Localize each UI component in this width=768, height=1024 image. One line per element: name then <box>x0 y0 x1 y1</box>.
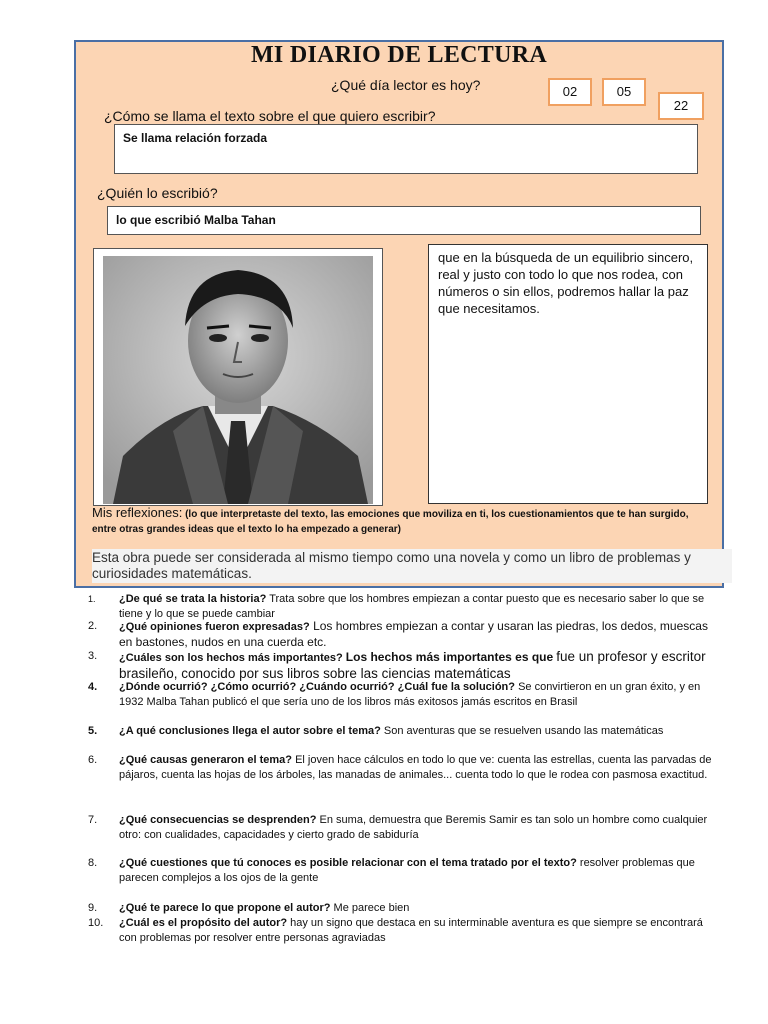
author-answer[interactable]: lo que escribió Malba Tahan <box>107 206 701 235</box>
text-name-question: ¿Cómo se llama el texto sobre el que quiero escribir? <box>104 108 436 124</box>
question-text: ¿Qué opiniones fueron expresadas? <box>119 621 310 633</box>
answer-text: Se convirtieron en un gran éxito, y en 1932 Malba Tahan publicó el que sería uno de los libros más exitosos jamás escritos en Brasil <box>119 681 701 708</box>
answer-text: Los hombres empiezan a contar y usaran las piedras, los dedos, muescas en bastones, nudos en una cuerda etc. <box>119 619 708 649</box>
question-text: ¿Qué consecuencias se desprenden? <box>119 814 317 826</box>
question-text: ¿Qué causas generaron el tema? <box>119 754 293 766</box>
answer-text: Son aventuras que se resuelven usando las matemáticas <box>383 725 664 737</box>
answer-text: Los hechos más importantes es que <box>345 650 554 664</box>
reflections-answer[interactable]: Esta obra puede ser considerada al mismo tiempo como una novela y como un libro de problemas y curiosidades matemáticas. <box>92 549 732 583</box>
question-text: ¿Cuáles son los hechos más importantes? <box>119 652 343 664</box>
date-year-field[interactable]: 22 <box>658 92 704 120</box>
date-month-field[interactable]: 05 <box>602 78 646 106</box>
question-text: ¿De qué se trata la historia? <box>119 593 267 605</box>
day-question: ¿Qué día lector es hoy? <box>331 77 481 93</box>
question-text: ¿Cuál es el propósito del autor? <box>119 917 288 929</box>
question-text: ¿Qué cuestiones que tú conoces es posible relacionar con el tema tratado por el texto? <box>119 857 577 869</box>
question-text: ¿Qué te parece lo que propone el autor? <box>119 902 331 914</box>
page-title: MI DIARIO DE LECTURA <box>250 42 548 68</box>
reading-diary-panel <box>74 40 724 588</box>
portrait-image <box>103 256 373 504</box>
answer-text: Trata sobre que los hombres empiezan a contar puesto que es necesario saber lo que se tiene y lo que se puede cambiar <box>119 593 705 620</box>
date-day-field[interactable]: 02 <box>548 78 592 106</box>
author-question: ¿Quién lo escribió? <box>97 185 218 201</box>
quote-box[interactable]: que en la búsqueda de un equilibrio sincero, real y justo con todo lo que nos rodea, con números o sin ellos, podremos hallar la paz que necesitamos. <box>428 244 708 504</box>
reflections-label: Mis reflexiones: <box>92 505 183 520</box>
question-text: ¿Dónde ocurrió? ¿Cómo ocurrió? ¿Cuándo ocurrió? ¿Cuál fue la solución? <box>119 681 515 693</box>
answer-text: En suma, demuestra que Beremis Samir es tan solo un hombre como cualquier otro: con cualidades, capacidades y cierto grado de sabiduría <box>119 814 708 841</box>
reflections-hint: (lo que interpretaste del texto, las emociones que moviliza en ti, los cuestionamientos que te han surgido, entre otras grandes ideas que el texto lo ha empezado a generar) <box>92 509 689 535</box>
answer-text: resolver problemas que parecen complejos a los ojos de la gente <box>119 857 695 884</box>
author-portrait <box>93 248 383 506</box>
answer-text: Me parece bien <box>333 902 410 914</box>
answer-text: hay un signo que destaca en su interminable aventura es que siempre se encontrará con problemas por resolver entre personas agraviadas <box>119 917 703 944</box>
question-text: ¿A qué conclusiones llega el autor sobre el tema? <box>119 725 381 737</box>
answer-text: El joven hace cálculos en todo lo que ve: cuenta las estrellas, cuenta las parvadas de pájaros, cuenta las hojas de los árboles, las manadas de animales... cuenta todo lo que le rodea con pasmosa exactitud. <box>119 754 712 781</box>
text-name-answer[interactable]: Se llama relación forzada <box>114 124 698 174</box>
reflections-heading <box>92 505 712 537</box>
answer-text-cont: fue un profesor y escritor brasileño, conocido por sus libros sobre las ciencias matemáticas <box>119 649 706 681</box>
